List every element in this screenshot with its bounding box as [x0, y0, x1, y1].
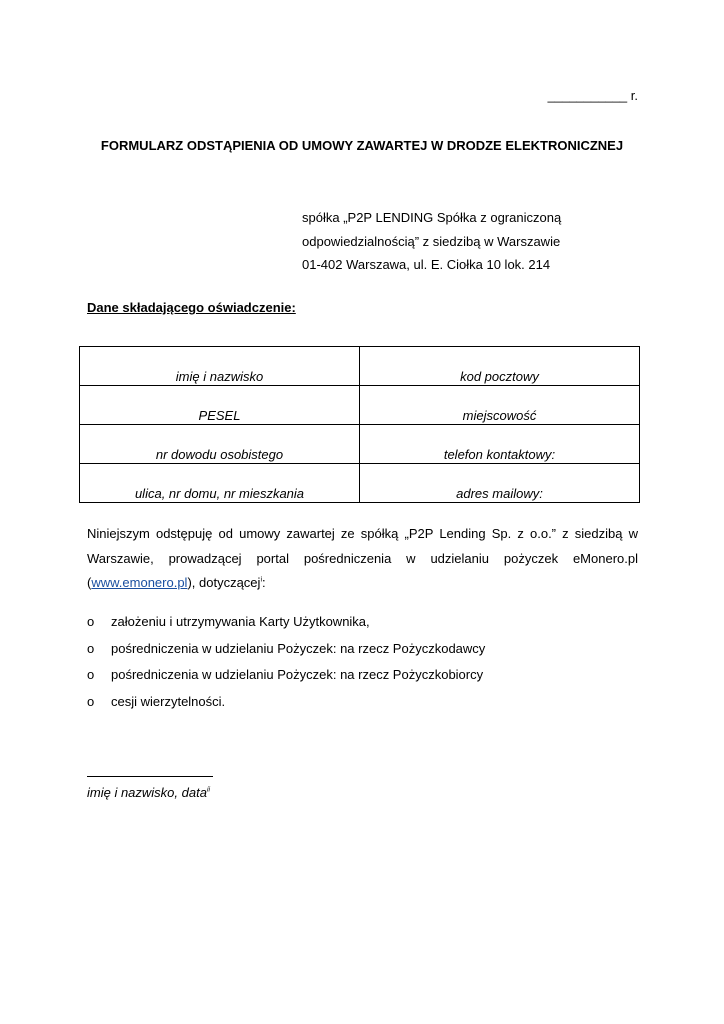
cell-label: ulica, nr domu, nr mieszkania — [134, 486, 305, 501]
table-row — [80, 464, 640, 503]
section-heading: Dane składającego oświadczenie: — [87, 300, 296, 315]
list-item — [87, 667, 485, 694]
signature-footnote-mark: ii — [206, 786, 211, 794]
date-line: ___________ r. — [547, 88, 638, 103]
table-cell — [80, 425, 360, 464]
list-item-text: pośredniczenia w udzielaniu Pożyczek: na rzecz Pożyczkobiorcy — [111, 667, 484, 682]
emonero-link[interactable]: www.emonero.pl — [91, 575, 188, 590]
table-row — [80, 425, 640, 464]
bullet-marker: o — [87, 640, 95, 656]
table-row — [80, 347, 640, 386]
bullet-marker: o — [87, 693, 95, 709]
table-cell — [360, 464, 640, 503]
cell-label: kod pocztowy — [460, 369, 539, 384]
bullet-marker: o — [87, 667, 95, 682]
withdrawal-paragraph — [87, 522, 638, 596]
signature-label — [87, 785, 210, 800]
recipient-line-2: odpowiedzialnością” z siedzibą w Warszawie — [302, 233, 561, 249]
cell-label: imię i nazwisko — [175, 369, 264, 384]
paragraph-end: : — [262, 575, 266, 590]
list-item — [87, 641, 485, 668]
table-cell — [80, 347, 360, 386]
document-title: FORMULARZ ODSTĄPIENIA OD UMOWY ZAWARTEJ W DRODZE ELEKTRONICZNEJ — [100, 138, 624, 153]
list-item-text: pośredniczenia w udzielaniu Pożyczek: na rzecz Pożyczkodawcy — [111, 640, 486, 656]
cell-label: telefon kontaktowy: — [443, 447, 556, 462]
table-cell — [360, 347, 640, 386]
cell-label: adres mailowy: — [456, 486, 543, 501]
table-row — [80, 386, 640, 425]
table-cell — [80, 386, 360, 425]
paragraph-text-after-link: ), dotyczącej — [187, 575, 261, 590]
list-item — [87, 694, 485, 721]
table-cell — [360, 425, 640, 464]
paragraph-text: Niniejszym odstępuję od umowy zawartej ze spółką „P2P Lending Sp. z o.o.” z siedzibą w Warszawie, prowadzącej portal pośredniczenia w udzielaniu pożyczek eMonero.pl ( — [87, 526, 638, 590]
list-item-text: założeniu i utrzymywania Karty Użytkownika, — [111, 614, 370, 629]
services-list — [87, 614, 485, 720]
bullet-marker: o — [87, 614, 95, 629]
list-item-text: cesji wierzytelności. — [111, 693, 226, 709]
recipient-line-1: spółka „P2P LENDING Spółka z ograniczoną — [302, 210, 562, 225]
cell-label: nr dowodu osobistego — [155, 447, 284, 462]
signature-line — [87, 776, 213, 777]
table-cell — [80, 464, 360, 503]
personal-data-table — [79, 346, 640, 503]
cell-label: miejscowość — [462, 408, 537, 423]
list-item — [87, 614, 485, 641]
recipient-address — [302, 206, 561, 277]
cell-label: PESEL — [198, 408, 241, 423]
table-cell — [360, 386, 640, 425]
footnote-mark: i — [260, 576, 262, 584]
signature-label-text: imię i nazwisko, data — [87, 785, 207, 800]
recipient-line-3: 01-402 Warszawa, ul. E. Ciołka 10 lok. 214 — [302, 257, 551, 272]
